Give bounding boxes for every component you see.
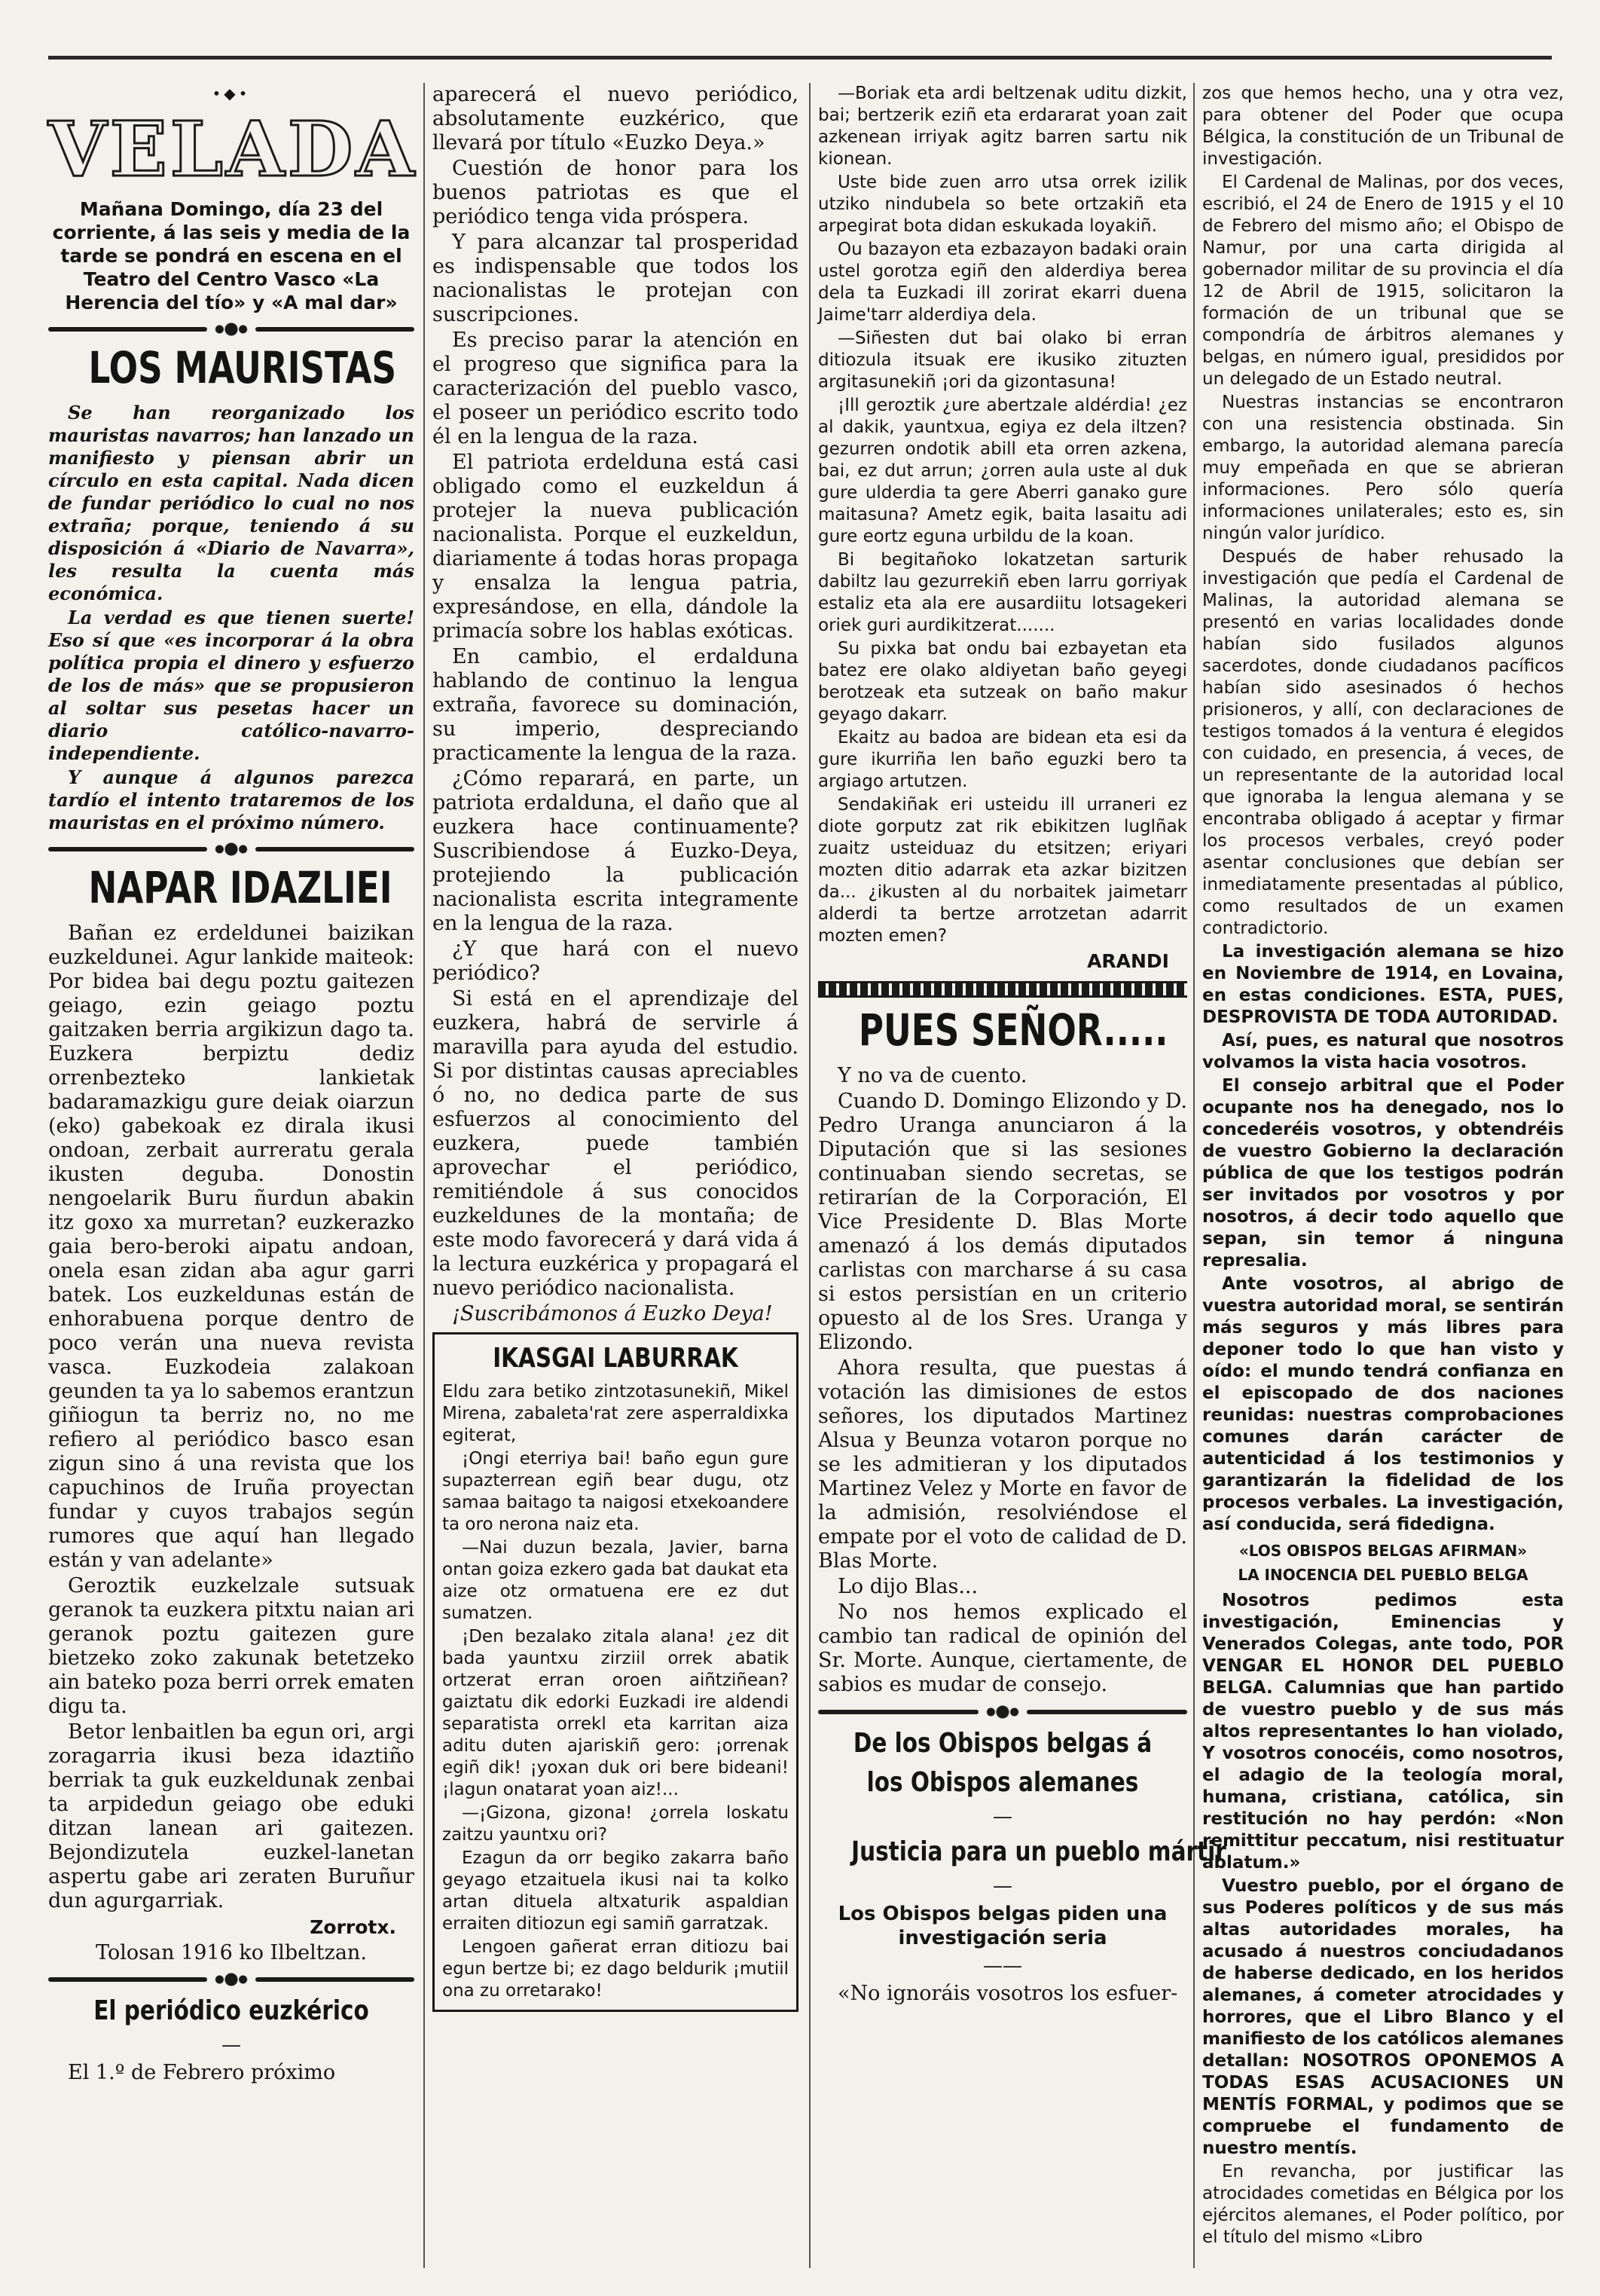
napar-title: NAPAR IDAZLIEI [88, 862, 392, 913]
pues-paragraph: Lo dijo Blas... [838, 1575, 979, 1598]
obispos-paragraph: Después de haber rehusado la investigación que pedía el Cardenal de Malinas, la autoridad alemana se presentó en varias localidades donde habían sido fusilados algunos sacerdotes, donde ciudadanos pacíficos habían sido asesinados ó hechos prisioneros, y allí, con declaraciones de testigos tomados á la ventura é elegidos con cuidado, en presencia, á veces, de un representante de la autoridad local que ignoraba la lengua alemana y se encontraba obligado á aceptar y firmar los procesos verbales, creyó poder asentar conclusiones que debían ser inmediatamente presentadas al público, como resultados de un examen contradictorio. [1202, 547, 1564, 938]
euzkera-paragraph: Bi begitañoko lokatzetan sarturik dabiltz lau gezurrekiñ eben larru gorriyak estaliz eta ala ere ausardiitu lotsagekeri oriek guri aurdikitzerat....... [818, 550, 1187, 635]
pues-paragraph: Ahora resulta, que puestas á votación las dimisiones de estos señores, los diputados Martinez Alsua y Beunza votaron porque no se les admitieran y los diputados Martinez Velez y Morte en favor de la admisión, resolviéndose el empate por el voto de calidad de D. Blas Morte. [818, 1356, 1187, 1573]
article-paragraph: En cambio, el erdalduna hablando de continuo la lengua extraña, favorece su dominación, su imperio, despreciando practicamente la lengua de la raza. [432, 645, 798, 765]
pues-title: PUES SEÑOR..... [858, 1004, 1168, 1056]
article-paragraph: ¡Suscribámonos á Euzko Deya! [452, 1302, 773, 1325]
article-paragraph: aparecerá el nuevo periódico, absolutamente euzkérico, que llevará por título «Euzko Deya.» [432, 83, 798, 154]
article-paragraph: Y para alcanzar tal prosperidad es indispensable que todos los nacionalistas le protejan con suscripciones. [432, 231, 798, 326]
column-rule [1193, 83, 1195, 2268]
piden-title: Los Obispos belgas piden una investigación seria [838, 1903, 1168, 1949]
euzkera-paragraph: Uste bide zuen arro utsa orrek izilik utziko nindubela so bete ortzakiñ eta arpegirat bota didan eskukada loyakiñ. [818, 173, 1187, 236]
mauristas-paragraph: Y aunque á algunos parezca tardío el intento trataremos de los mauristas en el próximo número. [48, 766, 414, 833]
napar-paragraph: Geroztik euzkelzale sutsuak geranok ta euzkera pitxtu naian ari geranok poztu gaitezen gure bietzeko zoko zakunak betetzeko ain bateko poza berri orrek ematen digu ta. [48, 1574, 414, 1718]
obispos-title: De los Obispos belgas á [853, 1728, 1153, 1759]
obispos-paragraph: Vuestro pueblo, por el órgano de sus Poderes políticos y de sus más altas autoridades morales, ha acusado á nuestros conciudadanos de haberse dedicado, en los heridos alemanes, á cometer atrocidades y horrores, que el Libro Blanco y el manifiesto de los católicos alemanes detallan: NOSOTROS OPONEMOS A TODAS ESAS ACUSACIONES UN MENTÍS FORMAL, y podimos que se compruebe el fundamento de nuestro mentís. [1202, 1876, 1564, 2158]
ornament [48, 1972, 414, 1987]
divider: — [993, 1875, 1012, 1897]
article-paragraph: Cuestión de honor para los buenos patriotas es que el periódico tenga vida próspera. [432, 157, 798, 228]
obispos-paragraph: La investigación alemana se hizo en Noviembre de 1914, en Lovaina, en estas condiciones. ESTA, PUES, DESPROVISTA DE TODA AUTORIDAD. [1202, 942, 1564, 1027]
signature: Zorrotx. [310, 1916, 396, 1938]
obispos-paragraph: En revancha, por justificar las atrocidades cometidas en Bélgica por los ejércitos alemanes, el Poder político, por el título del mismo «Libro [1202, 2162, 1564, 2247]
ikasgai-paragraph: —¡Gizona, gizona! ¿orrela loskatu zaitzu yauntxu ori? [442, 1803, 789, 1845]
subheading: «LOS OBISPOS BELGAS AFIRMAN» [1238, 1542, 1528, 1560]
signature: ARANDI [1087, 950, 1169, 972]
obispos-paragraph: Nuestras instancias se encontraron con una resistencia obstinada. Sin embargo, la autoridad alemana parecía muy empeñada en que se abrieran informaciones. Pero sólo quería informaciones unilaterales; esto es, sin ningún valor jurídico. [1202, 393, 1564, 543]
mauristas-paragraph: Se han reorganizado los mauristas navarros; han lanzado un manifiesto y piensan abrir un círculo en esta capital. Nada dicen de fundar periódico lo cual no nos extraña; porque, teniendo á su disposición á «Diario de Navarra», les resulta la cuenta más económica. [48, 402, 414, 604]
article-paragraph: ¿Cómo reparará, en parte, un patriota erdalduna, el daño que al euzkera hace continuamente? Suscribiendose á Euzko-Deya, protejiendo la publicación nacionalista escrita integramente en la lengua de la raza. [432, 767, 798, 935]
obispos-paragraph: El Cardenal de Malinas, por dos veces, escribió, el 24 de Enero de 1915 y el 10 de Febrero del mismo año; el Obispo de Namur, por una carta dirigida al gobernador militar de su provincia el día 12 de Abril de 1915, solicitaron la formación de un tribunal que se compondría de árbitros alemanes y belgas, en número igual, presididos por un delegado de un Estado neutral. [1202, 173, 1564, 389]
column-rule [423, 83, 425, 2268]
divider: — [993, 1805, 1012, 1828]
obispos-paragraph: Ante vosotros, al abrigo de vuestra autoridad moral, se sentirán más seguros y más libres para deponer todo lo que han visto y oído: el mundo tendrá confianza en el episcopado de dos naciones reunidas: nuestras comprobaciones comunes darán carácter de autenticidad á los testimonios y garantizarán la fidelidad de los procesos verbales. La investigación, así conducida, será fidedigna. [1202, 1274, 1564, 1534]
column-3 [818, 83, 1226, 2268]
justicia-title: Justicia para un pueblo mártir [851, 1836, 1226, 1867]
column-1 [48, 83, 418, 2268]
velada-title: VELADA [48, 105, 418, 194]
ornament [48, 322, 414, 337]
napar-paragraph: Bañan ez erdeldunei baizikan euzkeldunei. Agur lankide maiteok: Por bidea bai degu poztu gaitezen geiago, ezin geiago poztu gaitzaken berria argikizun dago ta. Euzkera berpiztu dediz orrenbezteko lankietak badaramazkigu gure deiak oiarzun (eko) gabekoak ez dirala ikusi ondoan, zerbait aurreratu gerala ikusten deguba. Donostin nengoelarik Buru ñurdun abakin itz goxo xa murretan? euzkerazko gaia bero-beroki aipatu andoan, onela esan zidan aba agur garri batek. Los euzkeldunas están de enhorabuena porque dentro de poco verán una nueva revista vasca. Euzkodeia zalakoan geunden ta ya lo sabemos erantzun giñiogun ta berriz no, no me refiero al periódico basco esan zigun sino á una revista que los capuchinos de Iruña proyectan fundar y cuyos trabajos según rumores que aquí han llegado están y van adelante» [48, 922, 414, 1572]
euzkera-paragraph: Su pixka bat ondu bai ezbayetan eta batez ere olako aldiyetan baño geyegi berotzeak eta sutzeak on baño makur geyago dakarr. [818, 639, 1187, 724]
article-paragraph: El patriota erdelduna está casi obligado como el euzkeldun á protejer la nueva publicación nacionalista. Porque el euzkeldun, diariamente á todas horas propaga y ensalza la lengua patria, expresándose, en ella, dándole la primacía sobre los hablas exóticas. [432, 451, 798, 643]
column-4 [1202, 83, 1564, 2268]
periodico-title: El periódico euzkérico [93, 1995, 369, 2026]
divider: — [221, 2034, 241, 2056]
obispos-paragraph: El consejo arbitral que el Poder ocupante nos ha denegado, nos lo concederéis vosotros, y obtendréis de vuestro Gobierno la declaración pública de que los testigos podrán ser invitados por vosotros y por nosotros, á decir todo aquello que sepan, sin temor á ninguna represalia. [1202, 1076, 1564, 1270]
euzkera-paragraph: ¡Ill geroztik ¿ure abertzale aldérdia! ¿ez al dakik, yauntxua, egiya ez dela iltzen? gezurren ondotik abill eta orren azkena, bai, ez dut arrun; ¿orren aula uste al duk gure ulderdia ta gere Aberri ganako gure maitasuna? Ametz egik, baita lasaitu adi gure eortz eguna urbildu de la koan. [818, 396, 1187, 546]
obispos-paragraph: Así, pues, es natural que nosotros volvamos la vista hacia vosotros. [1202, 1031, 1564, 1072]
euzkera-paragraph: —Boriak eta ardi beltzenak uditu dizkit, bai; bertzerik eziñ eta erdararat yoan zait azkenean irriyak agitz barren sartu nik kionean. [818, 84, 1187, 169]
pues-paragraph: Y no va de cuento. [838, 1064, 1027, 1087]
ikasgai-paragraph: ¡Den bezalako zitala alana! ¿ez dit bada yauntxu zirziil orrek abatik ortzerat erran oroen aiñtziñean? gaiztatu dik edorki Euzkadi ire aldendi separatista orrekl eta karritan aiza aditu duten ajariskiñ gero: ¡orrenak egiñ dik! ¡yoxan duk ori bere bideani! ¡lagun onatarat yoan aiz!... [442, 1627, 789, 1799]
pues-paragraph: No nos hemos explicado el cambio tan radical de opinión del Sr. Morte. Aunque, ciertamente, de sabios es mudar de consejo. [818, 1600, 1187, 1696]
obispos-title: los Obispos alemanes [866, 1767, 1139, 1798]
column-2 [432, 83, 798, 2268]
ikasgai-paragraph: ¡Ongi eterriya bai! baño egun gure supazterrean egiñ bear dugu, otz samaa baitago ta naigosi etxekoandere ta oro nerona naiz eta. [442, 1449, 789, 1534]
napar-paragraph: Betor lenbaitlen ba egun ori, argi zoragarria ikusi beza idaztiño berriak ta guk euzkeldunak zenbai ta arpidedun geiago obe eduki ditzan lanean ari gaitezen. Bejondizutela euzkel-lanetan aspertu gabe ari zeraten Buruñur dun agurgarriak. [48, 1720, 414, 1912]
ornament: •◆• [212, 84, 251, 102]
subheading: LA INOCENCIA DEL PUEBLO BELGA [1238, 1566, 1528, 1584]
euzkera-paragraph: Ekaitz au badoa are bidean eta esi da gure ikurriña len baño eguzki bero ta argiago artutzen. [818, 728, 1187, 791]
ikasgai-paragraph: —Nai duzun bezala, Javier, barna ontan goiza ezkero gada bat daukat eta aize otz ormatuena ere ez dut sumatzen. [442, 1538, 789, 1623]
divider: —— [983, 1955, 1022, 1977]
ikasgai-paragraph: Ezagun da orr begiko zakarra baño geyago etzaituela ikusi nai ta kolko artan dituela altxaturik aspaldian erraiten ditiozun egi samiñ garratzak. [442, 1848, 789, 1934]
euzkera-paragraph: Ou bazayon eta ezbazayon badaki orain ustel gorotza egiñ den alderdiya berea dela ta Euzkadi ill zorirat ekarri duena Jaime'tarr alderdiya dela. [818, 240, 1187, 325]
rope-divider [818, 981, 1187, 998]
ikasgai-paragraph: Lengoen gañerat erran ditiozu bai egun bertze bi; ez dago beldurik ¡mutiil ona zu orretarako! [442, 1937, 789, 2001]
article-paragraph: Es preciso parar la atención en el progreso que significa para la caracterización del pueblo vasco, el poseer un periódico escrito todo él en la lengua de la raza. [432, 329, 798, 448]
ikasgai-title: IKASGAI LABURRAK [493, 1343, 738, 1374]
pues-paragraph: Cuando D. Domingo Elizondo y D. Pedro Uranga anunciaron á la Diputación que si las sesiones continuaban siendo secretas, se retirarían de la Corporación, El Vice Presidente D. Blas Morte amenazó á los demás diputados carlistas con marcharse á su casa si estos persistían en un criterio opuesto al de los Sres. Uranga y Elizondo. [818, 1090, 1187, 1354]
dateline: Tolosan 1916 ko Ilbeltzan. [96, 1941, 367, 1964]
ornament [818, 1704, 1187, 1720]
obispos-paragraph: zos que hemos hecho, una y otra vez, para obtener del Poder que ocupa Bélgica, la constitución de un Tribunal de investigación. [1202, 84, 1564, 169]
obispos-paragraph: «No ignoráis vosotros los esfuer- [838, 1982, 1178, 2005]
euzkera-paragraph: Sendakiñak eri usteidu ill urraneri ez diote gorputz zat rik ebikitzen luglñak zuaitz usteiduaz du etsitzen; eriyari mozten ditio adarrak eta azkar bizitzen da... ¿ikusten al du norbaitek jaimetarr alderdi ta bertze arrotzetan adarrit mozten emen? [818, 795, 1187, 946]
ornament [48, 842, 414, 857]
article-paragraph: ¿Y que hará con el nuevo periódico? [432, 937, 798, 985]
euzkera-paragraph: —Siñesten dut bai olako bi erran ditiozula itsuak ere ikusiko zituzten argitasunekiñ ¡ori da gizontasuna! [818, 329, 1187, 392]
column-rule [809, 83, 811, 2268]
ikasgai-paragraph: Eldu zara betiko zintzotasunekiñ, Mikel Mirena, zabaleta'rat zere asperraldixka egiterat, [442, 1382, 789, 1445]
ikasgai-box [432, 1332, 798, 2012]
mauristas-paragraph: La verdad es que tienen suerte! Eso sí que «es incorporar á la obra política propia el dinero y esfuerzo de los de más» que se propusieron al soltar sus pesetas hacer un diario católico-navarro-independiente. [48, 607, 414, 764]
article-paragraph: Si está en el aprendizaje del euzkera, habrá de servirle á maravilla para ayuda del estudio. Si por distintas causas apreciables ó no, no dedica parte de sus esfuerzos al conocimiento del euzkera, puede también aprovechar el periódico, remitiéndole á sus conocidos euzkeldunes de la montaña; de este modo favorecerá y dará vida á la lectura euzkérica y propagará el nuevo periódico nacionalista. [432, 987, 798, 1300]
top-rule [48, 56, 1552, 60]
velada-text: Mañana Domingo, día 23 del corriente, á las seis y media de la tarde se pondrá en escena en el Teatro del Centro Vasco «La Herencia del tío» y «A mal dar» [52, 198, 411, 313]
periodico-paragraph: El 1.º de Febrero próximo [68, 2061, 336, 2084]
obispos-paragraph: Nosotros pedimos esta investigación, Eminencias y Venerados Colegas, ante todo, POR VENGAR EL HONOR DEL PUEBLO BELGA. Calumnias que han partido de vuestro pueblo y de sus más altos representantes lo han violado, Y vosotros conocéis, como nosotros, el adagio de la teología moral, humana, cristiana, católica, sin restitución no hay perdón: «Non remittitur peccatum, nisi restituatur ablatum.» [1202, 1591, 1564, 1873]
mauristas-title: LOS MAURISTAS [88, 342, 397, 393]
